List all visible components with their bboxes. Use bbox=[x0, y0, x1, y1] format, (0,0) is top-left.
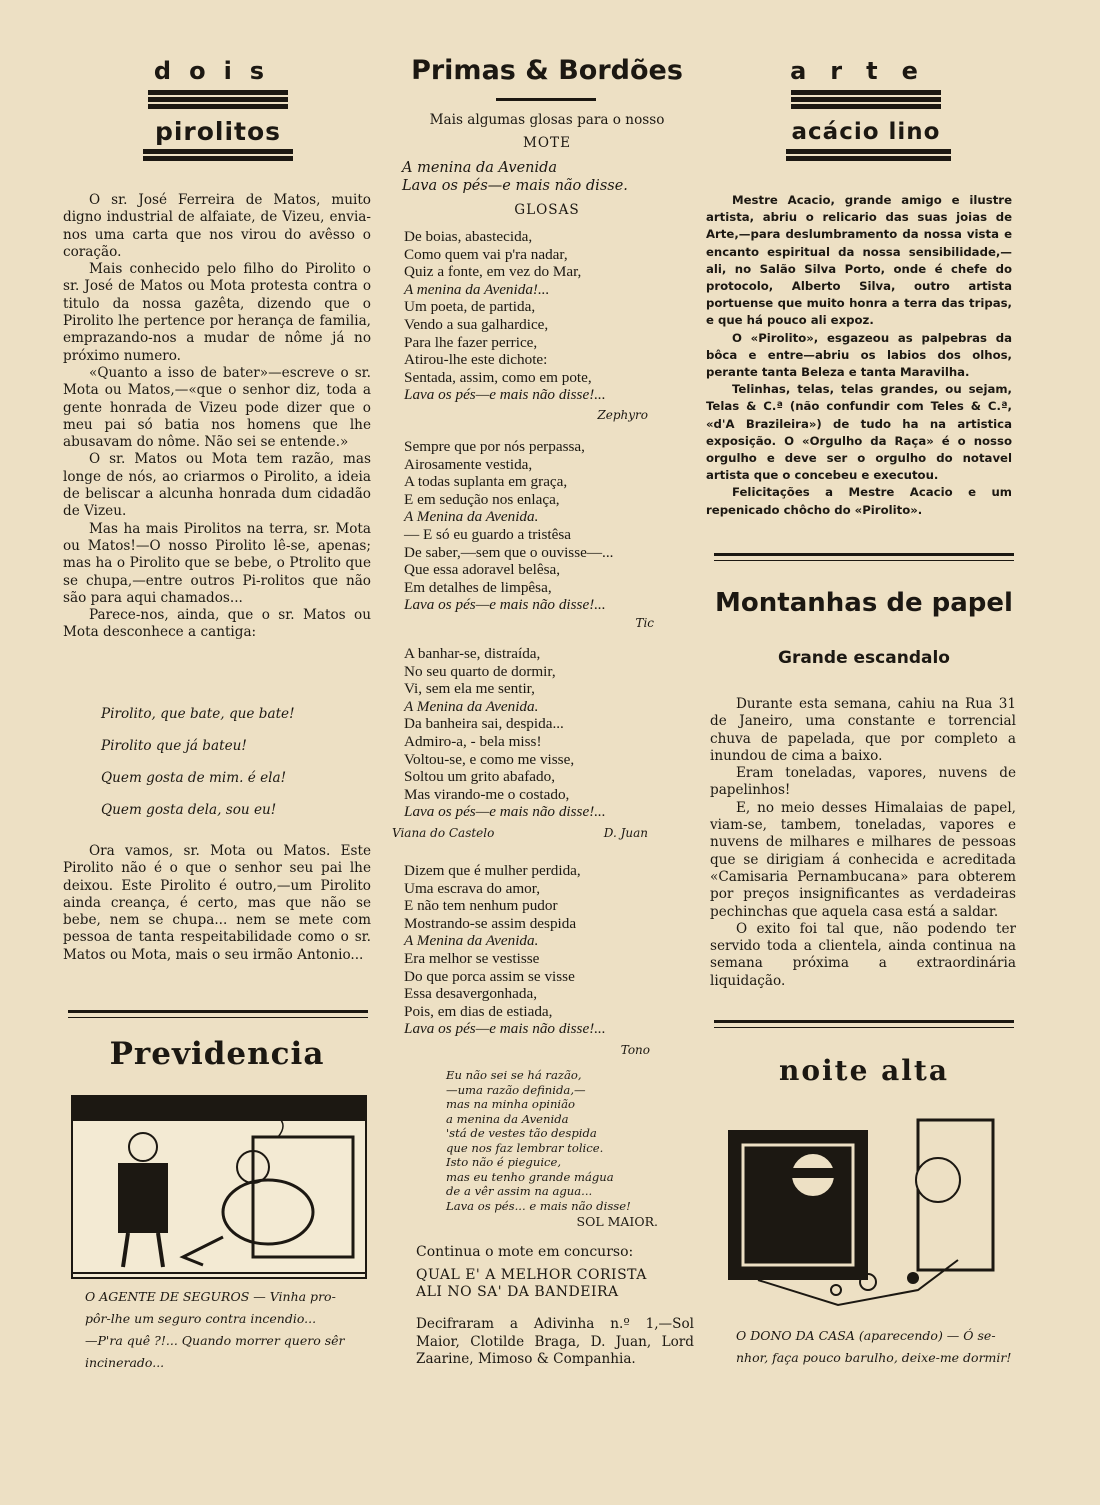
verse-line: — E só eu guardo a tristêsa bbox=[404, 525, 572, 543]
header-bar bbox=[148, 97, 288, 102]
signature-place: Viana do Castelo bbox=[392, 826, 495, 840]
verse-line: a menina da Avenida bbox=[446, 1111, 569, 1126]
verse-line: de a vêr assim na agua... bbox=[446, 1184, 593, 1198]
header-bar bbox=[791, 90, 941, 95]
signature: SOL MAIOR. bbox=[576, 1214, 658, 1229]
article-body bbox=[63, 192, 371, 642]
header-bar bbox=[143, 156, 293, 161]
divider bbox=[714, 1020, 1014, 1028]
header-top-word: dois bbox=[153, 57, 283, 85]
primas-title: Primas & Bordões bbox=[411, 55, 683, 86]
verse-line: Isto não é pieguice, bbox=[446, 1155, 562, 1169]
verse-line: Do que porca assim se visse bbox=[404, 967, 575, 985]
paragraph: O sr. José Ferreira de Matos, muito digno industrial de alfaiate, de Vizeu, envia-nos uma carta que nos virou do avêsso o coração. bbox=[63, 192, 371, 260]
mote bbox=[402, 160, 628, 195]
header-bar bbox=[791, 104, 941, 109]
caption-line: pôr-lhe um seguro contra incendio... bbox=[85, 1311, 317, 1326]
verse-line: Que essa adoravel belêsa, bbox=[404, 561, 561, 579]
paragraph: Mestre Acacio, grande amigo e ilustre artista, abriu o relicario das suas joias de Arte,—para deslumbramento da nossa vista e encanto espiritual da nossa sensibilidade,—ali, no Salão Silva Porto, onde é chefe do protocolo, Alberto Silva, outro artista portuense que muito honra a terra das tripas, e que há pouco ali expoz. bbox=[706, 193, 1012, 328]
mote-line: A menina da Avenida bbox=[402, 160, 558, 176]
verse-line: Vi, sem ela me sentir, bbox=[404, 680, 535, 698]
verse-line: Mas virando-me o costado, bbox=[404, 785, 570, 803]
closing-paragraph: Ora vamos, sr. Mota ou Matos. Este Pirolito não é o que o senhor seu pai lhe deixou. Este Pirolito é outro,—um Pirolito ainda creança, é certo, mas que não se bebe, nem se chupa... nem se mete com pessoa de tanta respeitabilidade como o sr. Matos ou Mota, mais o seu irmão Antonio... bbox=[63, 843, 371, 963]
verse-line: Airosamente vestida, bbox=[404, 455, 533, 473]
header-dois-pirolitos bbox=[143, 58, 293, 163]
concurso-mote-line: QUAL E' A MELHOR CORISTA bbox=[416, 1267, 647, 1283]
verse-line: Lava os pés... e mais não disse! bbox=[446, 1198, 631, 1213]
stanza-5 bbox=[446, 1068, 631, 1213]
verse-line: Soltou um grito abafado, bbox=[404, 768, 556, 786]
signature: Tono bbox=[620, 1043, 650, 1057]
stanza-3 bbox=[404, 645, 606, 821]
verse-line: Mostrando-se assim despida bbox=[404, 914, 577, 932]
verse-line: Era melhor se vestisse bbox=[404, 949, 540, 967]
caption-line: incinerado... bbox=[85, 1355, 165, 1370]
caption-line: O DONO DA CASA (aparecendo) — Ó se- bbox=[736, 1328, 996, 1343]
verse-line: mas eu tenho grande mágua bbox=[446, 1169, 614, 1184]
verse-line: Da banheira sai, despida... bbox=[404, 715, 564, 733]
verse-line: Atirou-lhe este dichote: bbox=[404, 351, 548, 369]
header-bottom-word: pirolitos bbox=[154, 117, 282, 146]
verse-line: Para lhe fazer perrice, bbox=[404, 333, 538, 351]
paragraph: Eram toneladas, vapores, nuvens de papelinhos! bbox=[710, 765, 1016, 799]
glosas-label: GLOSAS bbox=[514, 202, 580, 218]
cantiga-line: Pirolito que já bateu! bbox=[101, 738, 247, 754]
signature: D. Juan bbox=[603, 826, 648, 840]
cantiga bbox=[101, 698, 295, 826]
verse-line: Um poeta, de partida, bbox=[404, 298, 536, 316]
verse-line: A banhar-se, distraída, bbox=[404, 645, 541, 662]
verse-line: Voltou-se, e como me visse, bbox=[404, 750, 575, 768]
previdencia-title: Previdencia bbox=[109, 1036, 325, 1072]
caption-line: nhor, faça pouco barulho, deixe-me dormir! bbox=[736, 1350, 1012, 1365]
montanhas-body bbox=[710, 696, 1016, 990]
verse-line: Lava os pés—e mais não disse!... bbox=[404, 1020, 606, 1038]
verse-line: mas na minha opinião bbox=[446, 1097, 576, 1111]
previdencia-cartoon bbox=[71, 1095, 367, 1279]
header-bar bbox=[143, 149, 293, 154]
intro: Mais algumas glosas para o nosso bbox=[429, 112, 665, 128]
paragraph: Felicitações a Mestre Acacio e um repenicado chôcho do «Pirolito». bbox=[706, 485, 1012, 517]
signature: Zephyro bbox=[597, 408, 648, 422]
verse-line: A Menina da Avenida. bbox=[404, 508, 539, 526]
mote-line: Lava os pés—e mais não disse. bbox=[402, 177, 628, 194]
verse-line: Eu não sei se há razão, bbox=[446, 1068, 582, 1082]
caption-line: O AGENTE DE SEGUROS — Vinha pro- bbox=[85, 1289, 336, 1304]
cartoon-illustration bbox=[718, 1110, 1008, 1310]
cantiga-line: Quem gosta dela, sou eu! bbox=[101, 802, 277, 818]
header-arte bbox=[786, 58, 946, 163]
verse-line: Lava os pés—e mais não disse!... bbox=[404, 386, 606, 404]
verse-line: Lava os pés—e mais não disse!... bbox=[404, 803, 606, 821]
stanza-4 bbox=[404, 862, 606, 1038]
stanza-2 bbox=[404, 438, 613, 614]
paragraph: O sr. Matos ou Mota tem razão, mas longe de nós, ao criarmos o Pirolito, a ideia de beliscar a alcunha honrada dum cidadão de Vizeu. bbox=[63, 451, 371, 520]
verse-line: Pois, em dias de estiada, bbox=[404, 1002, 553, 1020]
caption-line: —P'ra quê ?!... Quando morrer quero sêr bbox=[85, 1333, 345, 1348]
verse-line: 'stá de vestes tão despida bbox=[446, 1126, 597, 1140]
verse-line: Dizem que é mulher perdida, bbox=[404, 862, 581, 879]
paragraph: Mas ha mais Pirolitos na terra, sr. Mota ou Matos!—O nosso Pirolito lê-se, apenas; mas ha o Pirolito que se bebe, o Ptrolito que se chupa,—entre outros Pi-rolitos que não são para aqui chamados... bbox=[63, 520, 371, 606]
verse-line: De boias, abastecida, bbox=[404, 228, 533, 245]
paragraph: Parece-nos, ainda, que o sr. Matos ou Mota desconhece a cantiga: bbox=[63, 607, 371, 641]
cartoon-illustration bbox=[73, 1097, 365, 1277]
verse-line: Quiz a fonte, em vez do Mar, bbox=[404, 263, 582, 281]
verse-line: Essa desavergonhada, bbox=[404, 985, 537, 1003]
stanza-1 bbox=[404, 228, 606, 404]
noite-alta-title: noite alta bbox=[778, 1054, 950, 1087]
previdencia-caption bbox=[85, 1286, 375, 1374]
mote-label: MOTE bbox=[522, 135, 572, 151]
arte-body bbox=[706, 192, 1012, 519]
verse-line: que nos faz lembrar tolice. bbox=[446, 1140, 604, 1155]
concurso: Continua o mote em concurso: bbox=[416, 1244, 634, 1260]
header-bar bbox=[786, 156, 951, 161]
cantiga-line: Pirolito, que bate, que bate! bbox=[101, 706, 295, 722]
verse-line: Como quem vai p'ra nadar, bbox=[404, 245, 568, 263]
verse-line: Lava os pés—e mais não disse!... bbox=[404, 596, 606, 614]
header-bar bbox=[148, 90, 288, 95]
paragraph: «Quanto a isso de bater»—escreve o sr. Mota ou Matos,—«que o senhor diz, toda a gente honrada de Vizeu pode dizer que o meu pai só batia nos homens que lhe abusavam do nôme. Não sei se entende.» bbox=[63, 364, 371, 451]
cantiga-line: Quem gosta de mim. é ela! bbox=[101, 770, 287, 786]
verse-line: —uma razão definida,— bbox=[446, 1082, 586, 1097]
signature: Tic bbox=[635, 616, 654, 630]
verse-line: A menina da Avenida!... bbox=[404, 280, 550, 298]
verse-line: No seu quarto de dormir, bbox=[404, 662, 556, 680]
montanhas-title: Montanhas de papel bbox=[715, 588, 1013, 618]
paragraph: O exito foi tal que, não podendo ter servido toda a clientela, ainda continua na semana próxima a extraordinária liquidação. bbox=[710, 920, 1016, 989]
paragraph: O «Pirolito», esgazeou as palpebras da bôca e entre—abriu os labios dos olhos, perante tanta Beleza e tanta Maravilha. bbox=[706, 330, 1012, 380]
header-bar bbox=[791, 97, 941, 102]
verse-line: A Menina da Avenida. bbox=[404, 932, 539, 950]
concurso-mote-line: ALI NO SA' DA BANDEIRA bbox=[416, 1284, 619, 1300]
paragraph: Durante esta semana, cahiu na Rua 31 de Janeiro, uma constante e torrencial chuva de papelada, que por completo a inundou de cima a baixo. bbox=[710, 696, 1016, 764]
verse-line: Uma escrava do amor, bbox=[404, 879, 541, 897]
verse-line: Admiro-a, - bela miss! bbox=[404, 732, 542, 750]
verse-line: Sentada, assim, como em pote, bbox=[404, 368, 592, 386]
verse-line: A todas suplanta em graça, bbox=[404, 473, 568, 491]
paragraph: E, no meio desses Himalaias de papel, viam-se, tambem, toneladas, vapores e nuvens de milhares e milhares de pessoas que se dirigiam á conhecida e acreditada «Camisaria Pernambucana» para obterem por preços insignificantes as verdadeiras pechinchas que aquela casa está a saldar. bbox=[710, 799, 1016, 920]
paragraph: Mais conhecido pelo filho do Pirolito o sr. José de Matos ou Mota protesta contra o titulo da nossa gazêta, dizendo que o Pirolito lhe pertence por herança de familia, emprazando-nos a mudar de nôme já no próximo numero. bbox=[63, 261, 371, 364]
verse-line: A Menina da Avenida. bbox=[404, 697, 539, 715]
verse-line: Vendo a sua galhardice, bbox=[404, 315, 549, 333]
title-underline bbox=[496, 98, 596, 101]
verse-line: E em sedução nos enlaça, bbox=[404, 490, 560, 508]
verse-line: E não tem nenhum pudor bbox=[404, 897, 558, 915]
verse-line: Sempre que por nós perpassa, bbox=[404, 438, 585, 455]
header-bottom-word: acácio lino bbox=[791, 119, 941, 145]
divider bbox=[68, 1010, 368, 1018]
montanhas-subtitle: Grande escandalo bbox=[778, 648, 950, 668]
decifraram: Decifraram a Adivinha n.º 1,—Sol Maior, Clotilde Braga, D. Juan, Lord Zaarine, Mimoso & Companhia. bbox=[416, 1316, 694, 1368]
verse-line: Em detalhes de limpêsa, bbox=[404, 578, 552, 596]
header-top-word: arte bbox=[790, 57, 942, 85]
divider bbox=[714, 553, 1014, 561]
noite-alta-caption bbox=[736, 1325, 1026, 1369]
header-bar bbox=[786, 149, 951, 154]
verse-line: De saber,—sem que o ouvisse—... bbox=[404, 543, 614, 561]
concurso-mote bbox=[416, 1267, 647, 1301]
header-bar bbox=[148, 104, 288, 109]
paragraph: Telinhas, telas, telas grandes, ou sejam, Telas & C.ª (não confundir com Teles & C.ª, «d'A Brazileira») de tudo ha na artistica exposição. O «Orgulho da Raça» é o nosso orgulho e deve ser o orgulho do notavel artista que o concebeu e executou. bbox=[706, 382, 1012, 483]
noite-alta-cartoon bbox=[718, 1110, 1008, 1310]
